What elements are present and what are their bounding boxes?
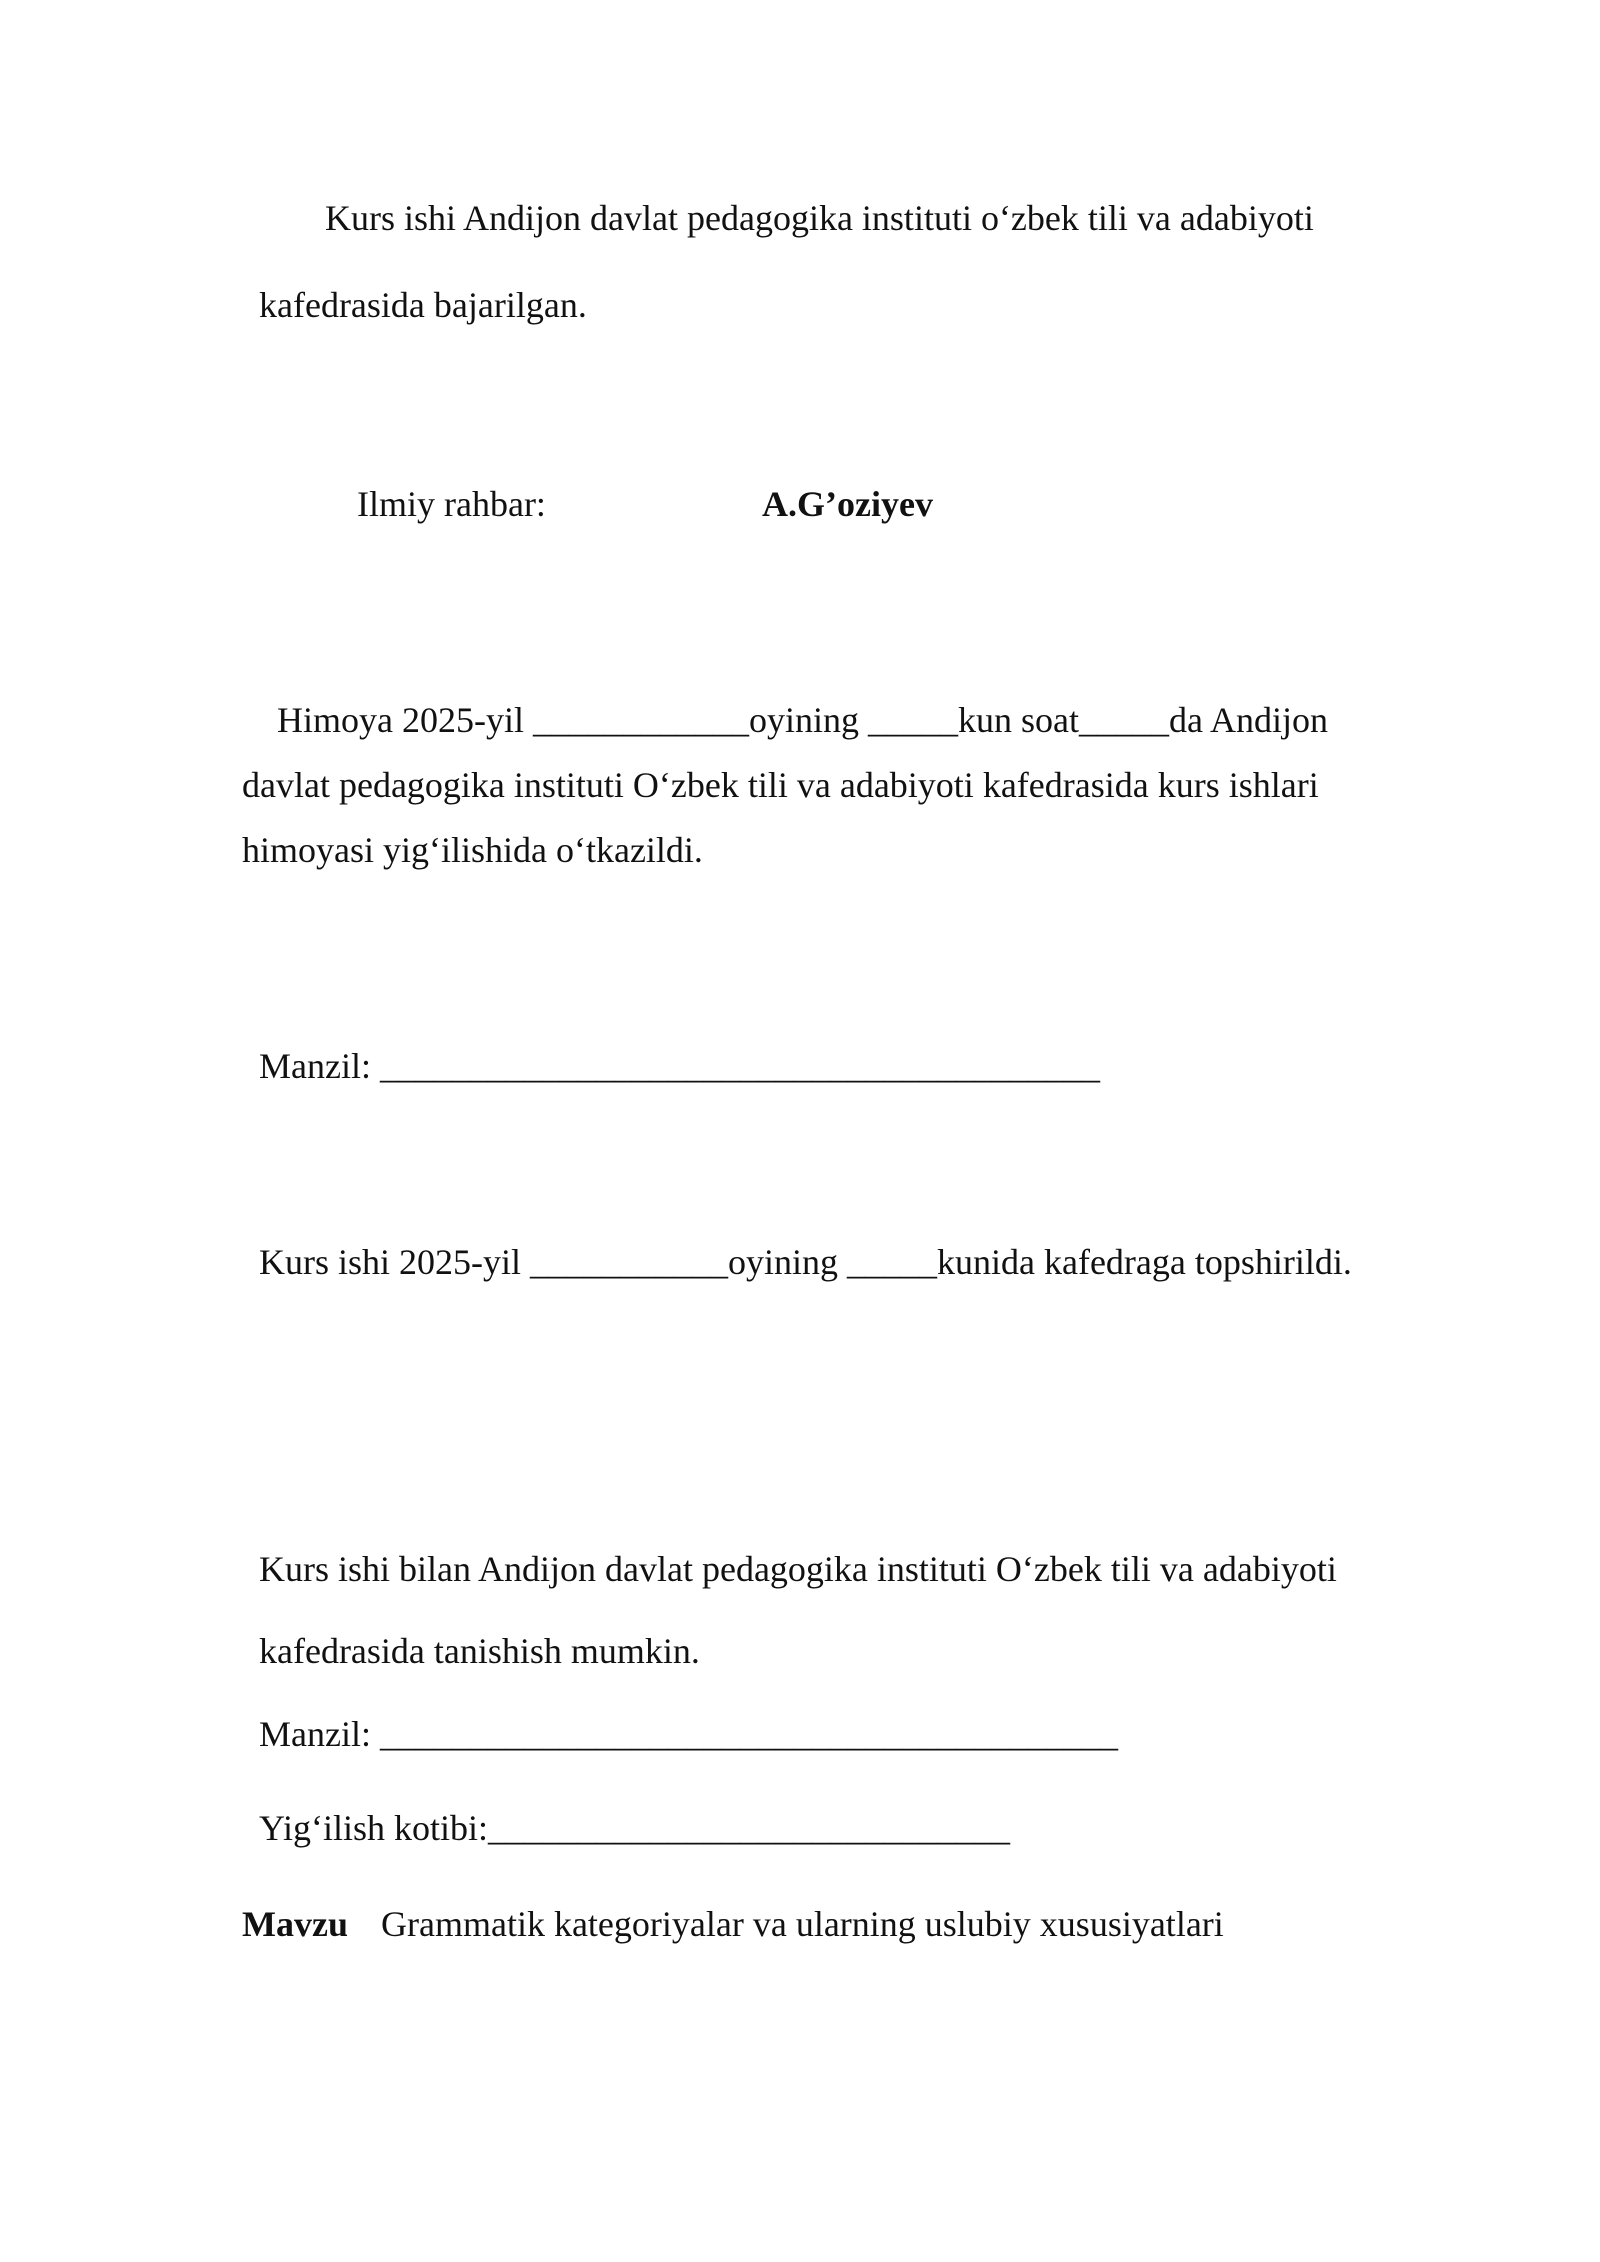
availability-line-1: Kurs ishi bilan Andijon davlat pedagogika instituti O‘zbek tili va adabiyoti <box>259 1549 1337 1589</box>
supervisor-label: Ilmiy rahbar: <box>357 484 546 524</box>
defense-line-1: Himoya 2025-yil ____________oyining _____kun soat_____da Andijon <box>277 700 1328 740</box>
topic-title: Grammatik kategoriyalar va ularning uslubiy xususiyatlari <box>381 1904 1224 1944</box>
topic-label: Mavzu <box>242 1904 348 1944</box>
address-line-1: Manzil: ________________________________________ <box>259 1046 1100 1086</box>
availability-line-2: kafedrasida tanishish mumkin. <box>259 1631 700 1671</box>
intro-line-2: kafedrasida bajarilgan. <box>259 285 587 325</box>
secretary-line: Yig‘ilish kotibi:_____________________________ <box>259 1808 1011 1848</box>
supervisor-name: A.G’oziyev <box>762 484 933 524</box>
submission-line: Kurs ishi 2025-yil ___________oyining _____kunida kafedraga topshirildi. <box>259 1242 1352 1282</box>
defense-line-2: davlat pedagogika instituti O‘zbek tili va adabiyoti kafedrasida kurs ishlari <box>242 765 1319 805</box>
address-line-2: Manzil: _________________________________________ <box>259 1714 1118 1754</box>
intro-line-1: Kurs ishi Andijon davlat pedagogika instituti o‘zbek tili va adabiyoti <box>325 198 1314 238</box>
defense-line-3: himoyasi yig‘ilishida o‘tkazildi. <box>242 830 703 870</box>
